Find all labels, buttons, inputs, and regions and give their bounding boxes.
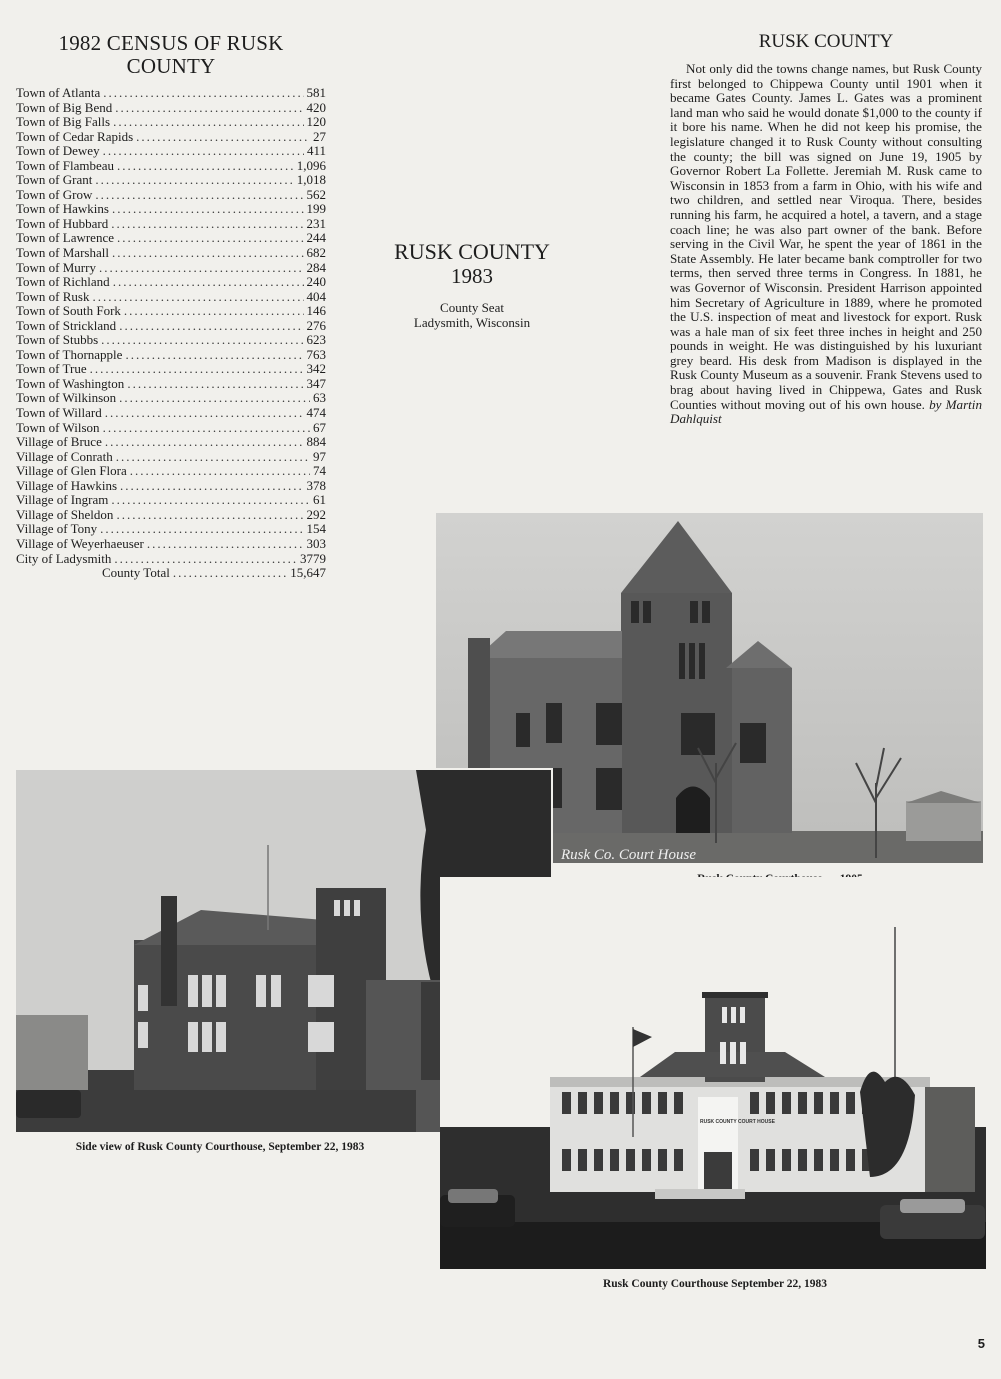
census-row-label: Town of Strickland bbox=[16, 317, 117, 333]
census-row-label: Town of Flambeau bbox=[16, 157, 115, 173]
county-seat-label: County Seat bbox=[440, 300, 504, 315]
census-row-label: Town of Wilkinson bbox=[16, 390, 117, 406]
census-row-label: Village of Ingram bbox=[16, 492, 109, 508]
census-row-value: 276 bbox=[306, 317, 326, 333]
census-row-value: 763 bbox=[306, 346, 326, 362]
article-body bbox=[670, 62, 982, 427]
census-row-value: 342 bbox=[306, 361, 326, 377]
census-row-value: 146 bbox=[306, 303, 326, 319]
census-row bbox=[16, 159, 326, 174]
census-row-label: Town of Rusk bbox=[16, 288, 90, 304]
census-row bbox=[16, 537, 326, 552]
census-row-label: Town of Cedar Rapids bbox=[16, 128, 134, 144]
leader-dots bbox=[113, 275, 304, 290]
census-row bbox=[16, 304, 326, 319]
leader-dots bbox=[105, 406, 304, 421]
census-row bbox=[16, 333, 326, 348]
census-row-label: Town of Stubbs bbox=[16, 332, 99, 348]
leader-dots bbox=[95, 188, 303, 203]
county-year: 1983 bbox=[451, 264, 493, 288]
leader-dots bbox=[100, 522, 303, 537]
census-row-label: Village of Glen Flora bbox=[16, 463, 127, 479]
census-row-label: Town of Grow bbox=[16, 186, 93, 202]
census-row bbox=[16, 173, 326, 188]
census-row bbox=[16, 377, 326, 392]
census-row-value: 284 bbox=[306, 259, 326, 275]
county-heading bbox=[372, 240, 572, 330]
leader-dots bbox=[127, 377, 303, 392]
census-row bbox=[16, 246, 326, 261]
census-row-value: 240 bbox=[306, 274, 326, 290]
census-section bbox=[16, 32, 326, 581]
census-row bbox=[16, 522, 326, 537]
leader-dots bbox=[119, 319, 303, 334]
census-row bbox=[16, 479, 326, 494]
photo-handwritten-label: Rusk Co. Court House bbox=[561, 847, 696, 863]
census-row-value: 3779 bbox=[300, 550, 326, 566]
census-row-label: Town of Hubbard bbox=[16, 215, 109, 231]
leader-dots bbox=[120, 479, 303, 494]
leader-dots bbox=[119, 391, 310, 406]
census-row-value: 404 bbox=[306, 288, 326, 304]
county-seat-city: Ladysmith, Wisconsin bbox=[413, 315, 531, 330]
leader-dots bbox=[112, 246, 304, 261]
census-row-label: Village of Bruce bbox=[16, 434, 102, 450]
census-row-label: Town of Willard bbox=[16, 405, 102, 421]
census-title: 1982 CENSUS OF RUSK COUNTY bbox=[58, 31, 284, 78]
census-row bbox=[16, 290, 326, 305]
census-row-label: Town of Grant bbox=[16, 172, 93, 188]
census-row bbox=[16, 130, 326, 145]
census-row bbox=[16, 202, 326, 217]
census-row bbox=[16, 421, 326, 436]
census-total-label: County Total bbox=[102, 565, 170, 581]
leader-dots bbox=[103, 144, 304, 159]
census-row-label: Town of Lawrence bbox=[16, 230, 114, 246]
census-row bbox=[16, 217, 326, 232]
leader-dots bbox=[111, 217, 303, 232]
census-row-value: 1,018 bbox=[296, 172, 326, 188]
census-row-label: Village of Sheldon bbox=[16, 506, 114, 522]
census-row bbox=[16, 435, 326, 450]
census-row bbox=[16, 362, 326, 377]
census-row bbox=[16, 86, 326, 101]
census-row-value: 303 bbox=[306, 535, 326, 551]
census-row-label: Town of True bbox=[16, 361, 87, 377]
census-row bbox=[16, 115, 326, 130]
census-row-value: 474 bbox=[306, 405, 326, 421]
census-row-value: 154 bbox=[306, 521, 326, 537]
census-row bbox=[16, 464, 326, 479]
leader-dots bbox=[92, 290, 303, 305]
census-row-label: Town of Atlanta bbox=[16, 85, 101, 100]
census-row-value: 1,096 bbox=[296, 157, 326, 173]
census-row-label: Town of Thornapple bbox=[16, 346, 123, 362]
census-total-row bbox=[16, 566, 326, 581]
census-row-label: Town of Marshall bbox=[16, 245, 109, 261]
article-byline: by Martin Dahlquist bbox=[670, 396, 982, 427]
leader-dots bbox=[116, 508, 303, 523]
leader-dots bbox=[173, 566, 287, 581]
census-row-label: City of Ladysmith bbox=[16, 550, 112, 566]
census-row-label: Village of Tony bbox=[16, 521, 98, 537]
census-row-value: 411 bbox=[306, 143, 326, 159]
leader-dots bbox=[95, 173, 293, 188]
leader-dots bbox=[116, 450, 310, 465]
census-row-label: Town of Dewey bbox=[16, 143, 100, 159]
census-row-label: Town of Washington bbox=[16, 375, 125, 391]
census-total-value: 15,647 bbox=[290, 565, 326, 581]
census-row bbox=[16, 552, 326, 567]
census-row-label: Town of Richland bbox=[16, 274, 110, 290]
census-row-value: 347 bbox=[306, 375, 326, 391]
census-row bbox=[16, 101, 326, 116]
census-row bbox=[16, 493, 326, 508]
census-row bbox=[16, 450, 326, 465]
leader-dots bbox=[117, 159, 294, 174]
census-row-value: 378 bbox=[306, 477, 326, 493]
building-sign: RUSK COUNTY COURT HOUSE bbox=[700, 1119, 775, 1125]
census-row-value: 61 bbox=[313, 492, 326, 508]
census-row bbox=[16, 275, 326, 290]
leader-dots bbox=[115, 101, 303, 116]
census-row-value: 120 bbox=[306, 114, 326, 130]
census-row-value: 231 bbox=[306, 215, 326, 231]
census-row bbox=[16, 508, 326, 523]
census-row-label: Town of Big Falls bbox=[16, 114, 111, 130]
article bbox=[670, 32, 982, 427]
census-row bbox=[16, 188, 326, 203]
census-row-label: Town of Big Bend bbox=[16, 99, 113, 115]
census-row-value: 292 bbox=[306, 506, 326, 522]
census-row-value: 63 bbox=[313, 390, 326, 406]
census-row bbox=[16, 144, 326, 159]
courthouse-1983-image bbox=[440, 877, 986, 1269]
census-row-value: 562 bbox=[306, 186, 326, 202]
photo-courthouse-1983 bbox=[440, 877, 986, 1269]
census-row-value: 27 bbox=[313, 128, 326, 144]
census-row-label: Town of South Fork bbox=[16, 303, 121, 319]
census-row bbox=[16, 231, 326, 246]
census-row bbox=[16, 319, 326, 334]
article-text: Not only did the towns change names, but Rusk County first belonged to Chippewa County until 1901 when it became Gates County. James L. Gates was a prominent land man who said he would donate $1,000 to the county if it bore his name. When he did not keep his promise, the legislature changed it to Rusk County without consulting the county; the bill was signed on June 19, 1905 by Governor Robert La Follette. Jeremiah M. Rusk came to Wisconsin in 1853 from a farm in Ohio, with his wife and two children, and settled near Viroqua. There, besides running his farm, he acquired a hotel, a tavern, and a stage coach line; he was also part owner of the bank. Before serving in the Civil War, he spent the year of 1861 in the State Assembly. He later became bank comptroller for two terms, then served three terms in Congress. In 1881, he was Governor of Wisconsin. President Harrison appointed him Secretary of Agriculture in 1889, where he promoted the U.S. inspection of meat and livestock for export. Rusk was a hale man of six feet three inches in height and 250 pounds in weight. He was distinguished by his luxuriant grey beard. His desk from Madison is displayed in the Rusk County Museum as a souvenir. Frank Stevens used to brag about having lived in Chippewa, Gates and Rusk Counties without moving out of his own house. bbox=[670, 61, 982, 412]
census-row bbox=[16, 406, 326, 421]
census-row-label: Town of Hawkins bbox=[16, 201, 109, 217]
leader-dots bbox=[130, 464, 310, 479]
leader-dots bbox=[103, 86, 303, 101]
census-row-value: 682 bbox=[306, 245, 326, 261]
leader-dots bbox=[111, 493, 310, 508]
article-title: RUSK COUNTY bbox=[758, 31, 894, 52]
leader-dots bbox=[147, 537, 304, 552]
census-table bbox=[16, 86, 326, 566]
county-title: RUSK COUNTY bbox=[394, 239, 550, 264]
census-row bbox=[16, 391, 326, 406]
leader-dots bbox=[114, 552, 297, 567]
leader-dots bbox=[117, 231, 304, 246]
census-row-label: Town of Wilson bbox=[16, 419, 100, 435]
census-row-value: 623 bbox=[306, 332, 326, 348]
leader-dots bbox=[112, 202, 304, 217]
leader-dots bbox=[90, 362, 304, 377]
caption-courthouse-1983: Rusk County Courthouse September 22, 1983 bbox=[602, 1278, 828, 1290]
census-row-value: 97 bbox=[313, 448, 326, 464]
census-row-value: 581 bbox=[306, 85, 326, 100]
census-row-value: 420 bbox=[306, 99, 326, 115]
leader-dots bbox=[101, 333, 303, 348]
census-row-value: 199 bbox=[306, 201, 326, 217]
census-row-value: 67 bbox=[313, 419, 326, 435]
page-number: 5 bbox=[977, 1336, 985, 1351]
leader-dots bbox=[125, 348, 303, 363]
census-row-label: Village of Weyerhaeuser bbox=[16, 535, 144, 551]
census-row-label: Village of Conrath bbox=[16, 448, 113, 464]
leader-dots bbox=[105, 435, 304, 450]
leader-dots bbox=[113, 115, 303, 130]
census-row bbox=[16, 261, 326, 276]
leader-dots bbox=[136, 130, 310, 145]
census-row-value: 74 bbox=[313, 463, 326, 479]
leader-dots bbox=[99, 261, 304, 276]
leader-dots bbox=[124, 304, 304, 319]
census-row-value: 244 bbox=[306, 230, 326, 246]
census-row bbox=[16, 348, 326, 363]
census-row-label: Town of Murry bbox=[16, 259, 96, 275]
census-row-label: Village of Hawkins bbox=[16, 477, 118, 493]
leader-dots bbox=[103, 421, 310, 436]
census-row-value: 884 bbox=[306, 434, 326, 450]
caption-side-view: Side view of Rusk County Courthouse, September 22, 1983 bbox=[75, 1141, 365, 1153]
